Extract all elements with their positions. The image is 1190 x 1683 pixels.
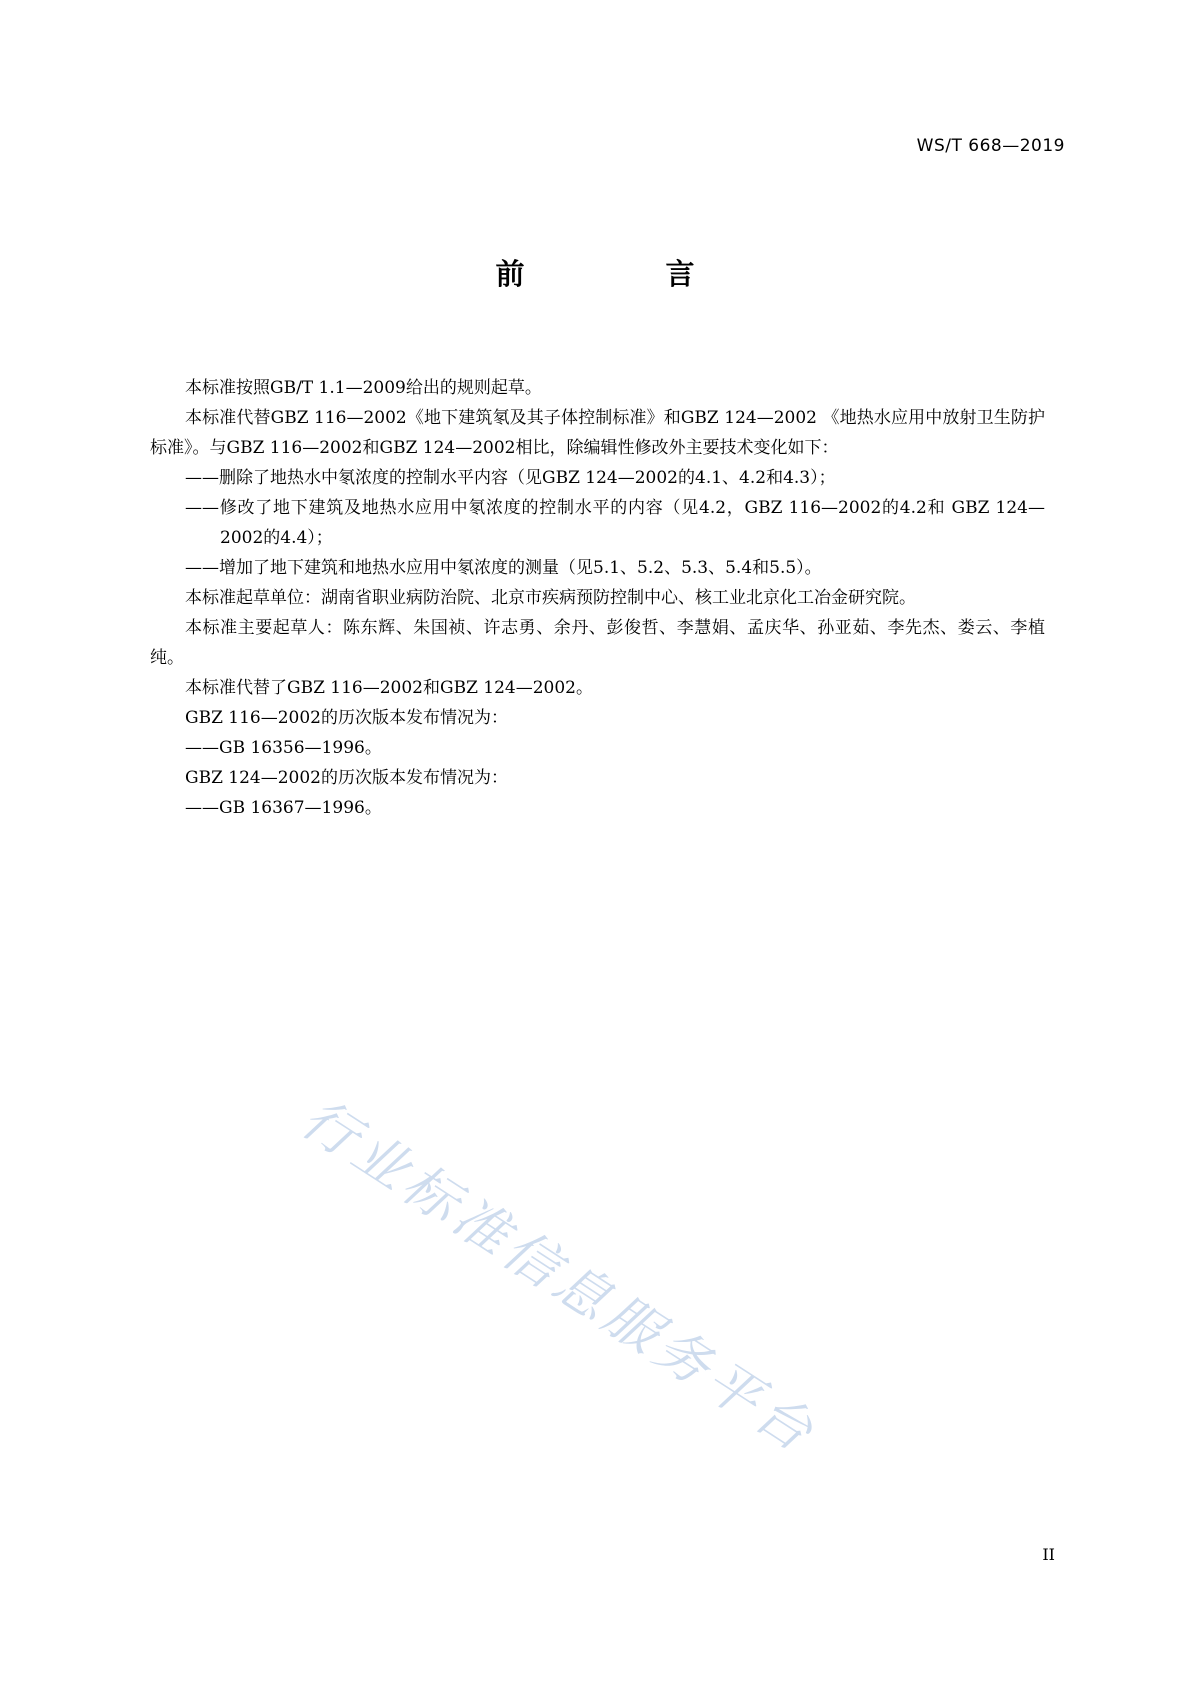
paragraph: GBZ 124—2002的历次版本发布情况为： [185,768,508,788]
page-title: 前 言 [495,257,751,291]
paragraph: 本标准起草单位：湖南省职业病防治院、北京市疾病预防控制中心、核工业北京化工冶金研究院。 [185,588,916,608]
paragraph: 本标准代替GBZ 116—2002《地下建筑氡及其子体控制标准》和GBZ 124—2002 《地热水应用中放射卫生防护标准》。与GBZ 116—2002和GBZ 124—2002相比，除编辑性修改外主要技术变化如下： [150,408,1045,458]
paragraph: 本标准代替了GBZ 116—2002和GBZ 124—2002。 [185,678,593,698]
paragraph: 本标准主要起草人：陈东辉、朱国祯、许志勇、余丹、彭俊哲、李慧娟、孟庆华、孙亚茹、李先杰、娄云、李植纯。 [150,618,1045,668]
watermark: 行业标准信息服务平台 [290,1086,829,1467]
page-number: II [1042,1545,1055,1564]
standard-code: WS/T 668—2019 [916,136,1065,156]
list-item: ——修改了地下建筑及地热水应用中氡浓度的控制水平的内容（见4.2，GBZ 116—2002的4.2和 GBZ 124—2002的4.4）； [185,498,1045,548]
list-item: ——GB 16367—1996。 [185,798,382,818]
paragraph: GBZ 116—2002的历次版本发布情况为： [185,708,508,728]
paragraph: 本标准按照GB/T 1.1—2009给出的规则起草。 [185,378,542,398]
list-item: ——删除了地热水中氡浓度的控制水平内容（见GBZ 124—2002的4.1、4.2和4.3）； [185,468,836,488]
list-item: ——GB 16356—1996。 [185,738,382,758]
list-item: ——增加了地下建筑和地热水应用中氡浓度的测量（见5.1、5.2、5.3、5.4和5.5）。 [185,558,822,578]
foreword-body [150,373,1045,823]
